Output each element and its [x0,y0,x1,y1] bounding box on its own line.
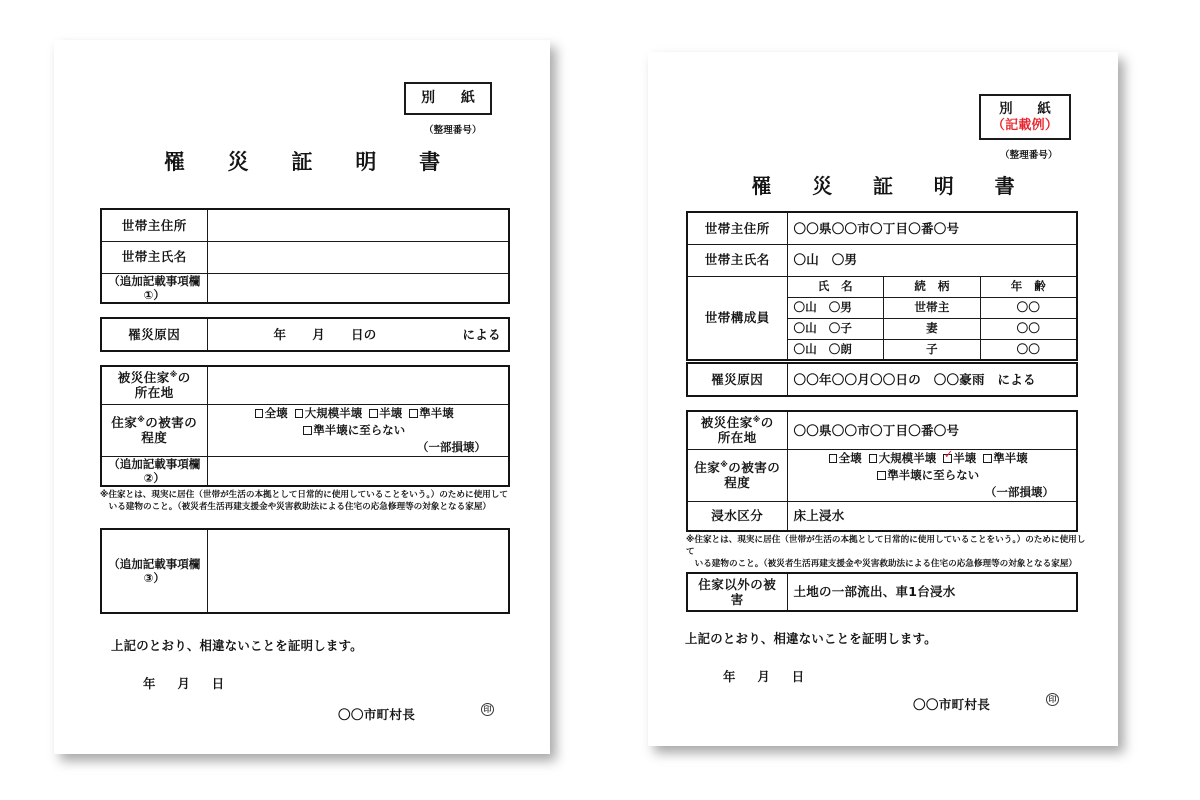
checkbox-icon[interactable] [295,409,304,418]
blank-form-sheet [54,40,550,754]
footnote-line-1: ※住家とは、現実に居住（世帯が生活の本拠として日常的に使用していることをいう。）のために使用して [686,535,1086,558]
document-title-sample: 罹 災 証 明 書 [751,174,1025,198]
table-row [101,209,509,241]
label-damaged-house-location [687,411,787,449]
extra-note-3-table-blank [100,528,510,614]
label-damage-degree [687,449,787,501]
sample-form-sheet [648,52,1118,746]
member-age-1[interactable]: 〇〇 [980,318,1077,339]
damage-degree-line1a: 住家 [694,459,721,475]
damage-option-2[interactable] [943,451,976,465]
besshi-box-sample [979,94,1071,140]
document-title-blank: 罹 災 証 明 書 [163,150,452,174]
field-extra-note-2[interactable] [207,456,509,486]
date-line-sample [723,667,804,685]
member-relation-2[interactable]: 子 [884,339,981,360]
damage-option-1[interactable] [295,406,363,420]
field-householder-name[interactable] [207,241,509,273]
besshi-label-blank: 別 紙 [421,90,481,106]
table-row [101,366,509,404]
label-extra-note-2: （追加記載事項欄②） [101,456,207,486]
damage-option-3[interactable] [983,451,1028,465]
non-house-damage-table-sample [686,572,1078,612]
label-flood-category: 浸水区分 [687,501,787,531]
member-relation-1[interactable]: 妻 [884,318,981,339]
footnote-line-1: ※住家とは、現実に居住（世帯が生活の本拠として日常的に使用していることをいう。）のために使用して [100,490,508,500]
damage-option-sub-label: （一部損壊） [416,439,486,454]
kome-icon: ※ [169,369,178,379]
householder-table-blank [100,208,510,304]
checkbox-icon[interactable] [869,454,878,463]
member-name-1[interactable]: 〇山 〇子 [787,318,884,339]
label-householder-address: 世帯主住所 [101,209,207,241]
label-household-members: 世帯構成員 [687,276,787,360]
damage-option-label: 大規模半壊 [304,405,363,420]
damage-degree-line1a: 住家 [111,414,138,430]
damage-degree-line1b: の被害の [728,459,781,475]
field-extra-note-3[interactable] [207,529,509,613]
damage-option-label: 大規模半壊 [878,450,937,465]
checkbox-checked-icon[interactable] [943,454,952,463]
damage-option-label: 準半壊 [993,450,1028,465]
table-row [687,411,1077,449]
cause-day: 日の [351,326,377,342]
besshi-box-blank [404,82,492,115]
checkbox-icon[interactable] [983,454,992,463]
damage-option-3[interactable] [409,406,454,420]
label-disaster-cause: 罹災原因 [101,318,207,351]
member-age-2[interactable]: 〇〇 [980,339,1077,360]
date-line-blank [143,674,224,692]
damage-option-label: 準半壊に至らない [313,422,406,437]
label-extra-note-1: （追加記載事項欄①） [101,273,207,303]
damaged-house-location-line2: 所在地 [717,430,757,446]
disaster-cause-table-blank [100,317,510,352]
checkbox-icon[interactable] [877,471,886,480]
damage-option-0[interactable] [255,406,288,420]
label-householder-address: 世帯主住所 [687,212,787,244]
label-damaged-house-location [101,366,207,404]
signer-blank: 〇〇市町村長 [338,707,416,722]
damaged-house-location-line2: 所在地 [134,385,174,401]
table-row [687,276,1077,297]
label-damage-degree [101,404,207,456]
table-row [687,501,1077,531]
checkbox-icon[interactable] [255,409,264,418]
seal-icon-blank: 印 [481,703,494,716]
footnote-sample [686,534,1086,571]
member-name-0[interactable]: 〇山 〇男 [787,297,884,318]
damage-option-2[interactable] [369,406,402,420]
date-month-label: 月 [177,676,190,691]
checkbox-icon[interactable] [829,454,838,463]
signer-sample: 〇〇市町村長 [913,697,991,712]
field-disaster-cause[interactable]: 〇〇年〇〇月〇〇日の 〇〇豪雨 による [787,363,1077,396]
damage-degree-line1b: の被害の [145,414,198,430]
footnote-blank [100,489,520,513]
closing-statement-blank: 上記のとおり、相違ないことを証明します。 [111,638,363,653]
field-damage-degree-options [207,404,509,456]
field-disaster-cause[interactable] [207,318,509,351]
label-householder-name: 世帯主氏名 [101,241,207,273]
table-row [101,318,509,351]
footnote-line-2: いる建物のこと。（被災者生活再建支援金や災害救助法による住宅の応急修理等の対象となる家屋） [694,559,1078,570]
date-month-label: 月 [757,669,770,684]
checkbox-icon[interactable] [303,426,312,435]
column-header-member-age: 年 齢 [980,276,1077,297]
damage-option-sub-label: （一部損壊） [984,484,1054,499]
cause-month: 月 [312,326,326,342]
besshi-label-sample: 別 紙 [999,101,1057,117]
damaged-house-location-suffix: の [760,415,774,431]
table-row [687,449,1077,501]
date-day-label: 日 [211,676,225,691]
table-row [101,456,509,486]
table-row [101,404,509,456]
field-non-house-damage[interactable]: 土地の一部流出、車1台浸水 [787,573,1077,611]
damaged-house-location-suffix: の [177,370,191,386]
table-row [687,212,1077,244]
damage-option-label: 半壊 [379,405,403,420]
cause-tail: による [462,326,501,342]
field-extra-note-1[interactable] [207,273,509,303]
damage-option-label: 全壊 [264,405,288,420]
date-day-label: 日 [791,669,805,684]
kome-icon: ※ [720,459,729,469]
field-householder-address[interactable]: 〇〇県〇〇市〇丁目〇番〇号 [787,212,1077,244]
damage-option-label: 準半壊に至らない [887,467,980,482]
label-extra-note-3: （追加記載事項欄③） [101,529,207,613]
kome-icon: ※ [752,414,761,424]
damage-option-1[interactable] [869,451,937,465]
member-relation-0[interactable]: 世帯主 [884,297,981,318]
label-disaster-cause: 罹災原因 [687,363,787,396]
table-row [687,363,1077,396]
damage-degree-line2: 程度 [724,475,751,491]
column-header-member-name: 氏 名 [787,276,884,297]
seal-icon-sample: 印 [1046,693,1059,706]
damage-option-label: 半壊 [953,450,977,465]
field-damage-degree-options [787,449,1077,501]
field-flood-category[interactable]: 床上浸水 [787,501,1077,531]
checkbox-icon[interactable] [369,409,378,418]
kome-icon: ※ [137,414,146,424]
column-header-member-relation: 続 柄 [884,276,981,297]
closing-statement-sample: 上記のとおり、相違ないことを証明します。 [685,631,937,646]
table-row [101,273,509,303]
damage-option-4[interactable] [877,468,979,482]
table-row [101,529,509,613]
reference-number-label-blank: （整理番号） [424,125,482,136]
field-householder-name[interactable]: 〇山 〇男 [787,244,1077,276]
damage-option-label: 準半壊 [419,405,454,420]
house-damage-table-blank [100,365,510,487]
damage-degree-line2: 程度 [141,430,168,446]
householder-table-sample [686,211,1078,361]
date-year-label: 年 [723,669,736,684]
field-householder-address[interactable] [207,209,509,241]
member-age-0[interactable]: 〇〇 [980,297,1077,318]
member-name-2[interactable]: 〇山 〇朗 [787,339,884,360]
date-year-label: 年 [143,676,156,691]
damage-option-4[interactable] [303,423,405,437]
label-householder-name: 世帯主氏名 [687,244,787,276]
reference-number-label-sample: （整理番号） [1000,150,1058,161]
damage-option-label: 全壊 [838,450,862,465]
house-damage-table-sample [686,410,1078,532]
field-damaged-house-location[interactable] [207,366,509,404]
disaster-cause-table-sample [686,362,1078,397]
besshi-example-note: （記載例） [991,118,1059,134]
cause-year: 年 [273,326,287,342]
footnote-line-2: いる建物のこと。（被災者生活再建支援金や災害救助法による住宅の応急修理等の対象となる家屋） [108,502,492,513]
table-row [687,244,1077,276]
table-row [687,573,1077,611]
damaged-house-location-line1: 被災住家 [700,415,753,431]
damage-option-0[interactable] [829,451,862,465]
label-non-house-damage: 住家以外の被害 [687,573,787,611]
checkbox-icon[interactable] [409,409,418,418]
damaged-house-location-line1: 被災住家 [117,370,170,386]
field-damaged-house-location[interactable]: 〇〇県〇〇市〇丁目〇番〇号 [787,411,1077,449]
table-row [101,241,509,273]
